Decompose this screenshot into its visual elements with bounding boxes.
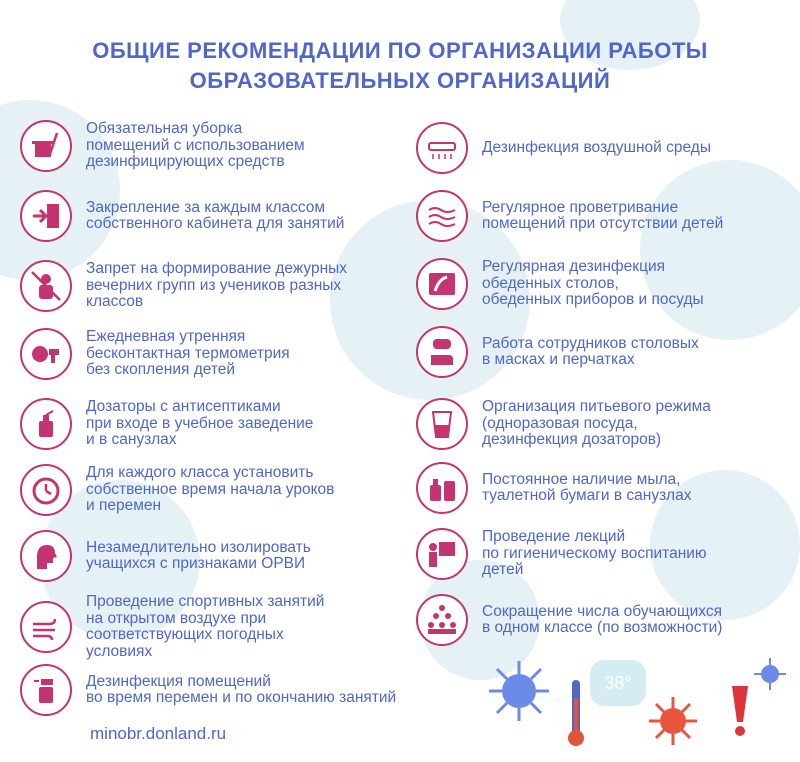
item-text: Проведение лекций по гигиеническому воспитанию детей: [482, 528, 707, 579]
recommendation-item: [20, 664, 396, 716]
page-title: [40, 36, 760, 96]
sanitizer-dispenser-icon: [20, 398, 72, 450]
background-virus-shape: [640, 160, 800, 340]
recommendation-item: [20, 464, 334, 516]
crowd-icon: [416, 594, 468, 646]
item-text: Регулярное проветривание помещений при отсутствии детей: [482, 198, 724, 232]
air-flow-icon: [416, 190, 468, 242]
exclamation-icon: [728, 684, 752, 738]
title-line-2: ОБРАЗОВАТЕЛЬНЫХ ОРГАНИЗАЦИЙ: [189, 68, 611, 93]
weather-wind-icon: [20, 601, 72, 653]
clock-icon: [20, 464, 72, 516]
thermometer-icon: [566, 678, 586, 748]
item-text: Закрепление за каждым классом собственного кабинета для занятий: [86, 198, 345, 232]
item-text: Запрет на формирование дежурных вечерних групп из учеников разных классов: [86, 260, 348, 311]
item-text: Дезинфекция воздушной среды: [482, 138, 711, 156]
no-group-icon: [20, 260, 72, 312]
item-text: Проведение спортивных занятий на открытом воздухе при соответствующих погодных условиях: [86, 593, 325, 660]
recommendation-item: [20, 530, 311, 582]
recommendation-item: [20, 328, 290, 380]
recommendation-item: [20, 120, 305, 172]
website-link[interactable]: minobr.donland.ru: [90, 724, 227, 743]
recommendation-item: [416, 258, 704, 310]
recommendation-item: [416, 326, 699, 378]
table-wipe-icon: [416, 258, 468, 310]
recommendation-item: [416, 594, 722, 646]
recommendation-item: [416, 528, 707, 580]
recommendation-item: [416, 122, 711, 174]
item-text: Работа сотрудников столовых в масках и перчатках: [482, 334, 699, 368]
item-text: Дозаторы с антисептиками при входе в учебное заведение и в санузлах: [86, 398, 314, 449]
virus-small-blue-icon: [752, 656, 788, 692]
item-text: Дезинфекция помещений во время перемен и по окончанию занятий: [86, 672, 397, 706]
item-text: Для каждого класса установить собственное время начала уроков и перемен: [86, 464, 335, 515]
item-text: Постоянное наличие мыла, туалетной бумаги в санузлах: [482, 470, 692, 504]
title-line-1: ОБЩИЕ РЕКОМЕНДАЦИИ ПО ОРГАНИЗАЦИИ РАБОТЫ: [92, 38, 708, 63]
recommendation-item: [416, 462, 691, 514]
thermometry-icon: [20, 328, 72, 380]
cup-icon: [416, 398, 468, 450]
lecture-icon: [416, 528, 468, 580]
recommendation-item: [20, 398, 313, 450]
item-text: Ежедневная утренняя бесконтактная термометрия без скопления детей: [86, 328, 290, 379]
item-text: Незамедлительно изолировать учащихся с признаками ОРВИ: [86, 538, 311, 572]
item-text: Обязательная уборка помещений с использованием дезинфицирующих средств: [86, 120, 305, 171]
recommendation-item: [416, 398, 711, 450]
sick-person-icon: [20, 530, 72, 582]
recommendation-item: [20, 260, 347, 312]
recommendation-item: [20, 594, 324, 660]
soap-paper-icon: [416, 462, 468, 514]
virus-blue-icon: [484, 656, 554, 726]
spray-bottle-icon: [20, 664, 72, 716]
air-purifier-icon: [416, 122, 468, 174]
item-text: Организация питьевого режима (одноразовая посуда, дезинфекция дозаторов): [482, 398, 711, 449]
item-text: Сокращение числа обучающихся в одном классе (по возможности): [482, 602, 723, 636]
classroom-door-icon: [20, 190, 72, 242]
cleaning-bucket-icon: [20, 120, 72, 172]
virus-red-icon: [646, 694, 700, 748]
mask-gloves-icon: [416, 326, 468, 378]
item-text: Регулярная дезинфекция обеденных столов, обеденных приборов и посуды: [482, 258, 704, 309]
temperature-bubble: 38°: [590, 660, 646, 706]
recommendation-item: [416, 190, 723, 242]
recommendation-item: [20, 190, 344, 242]
